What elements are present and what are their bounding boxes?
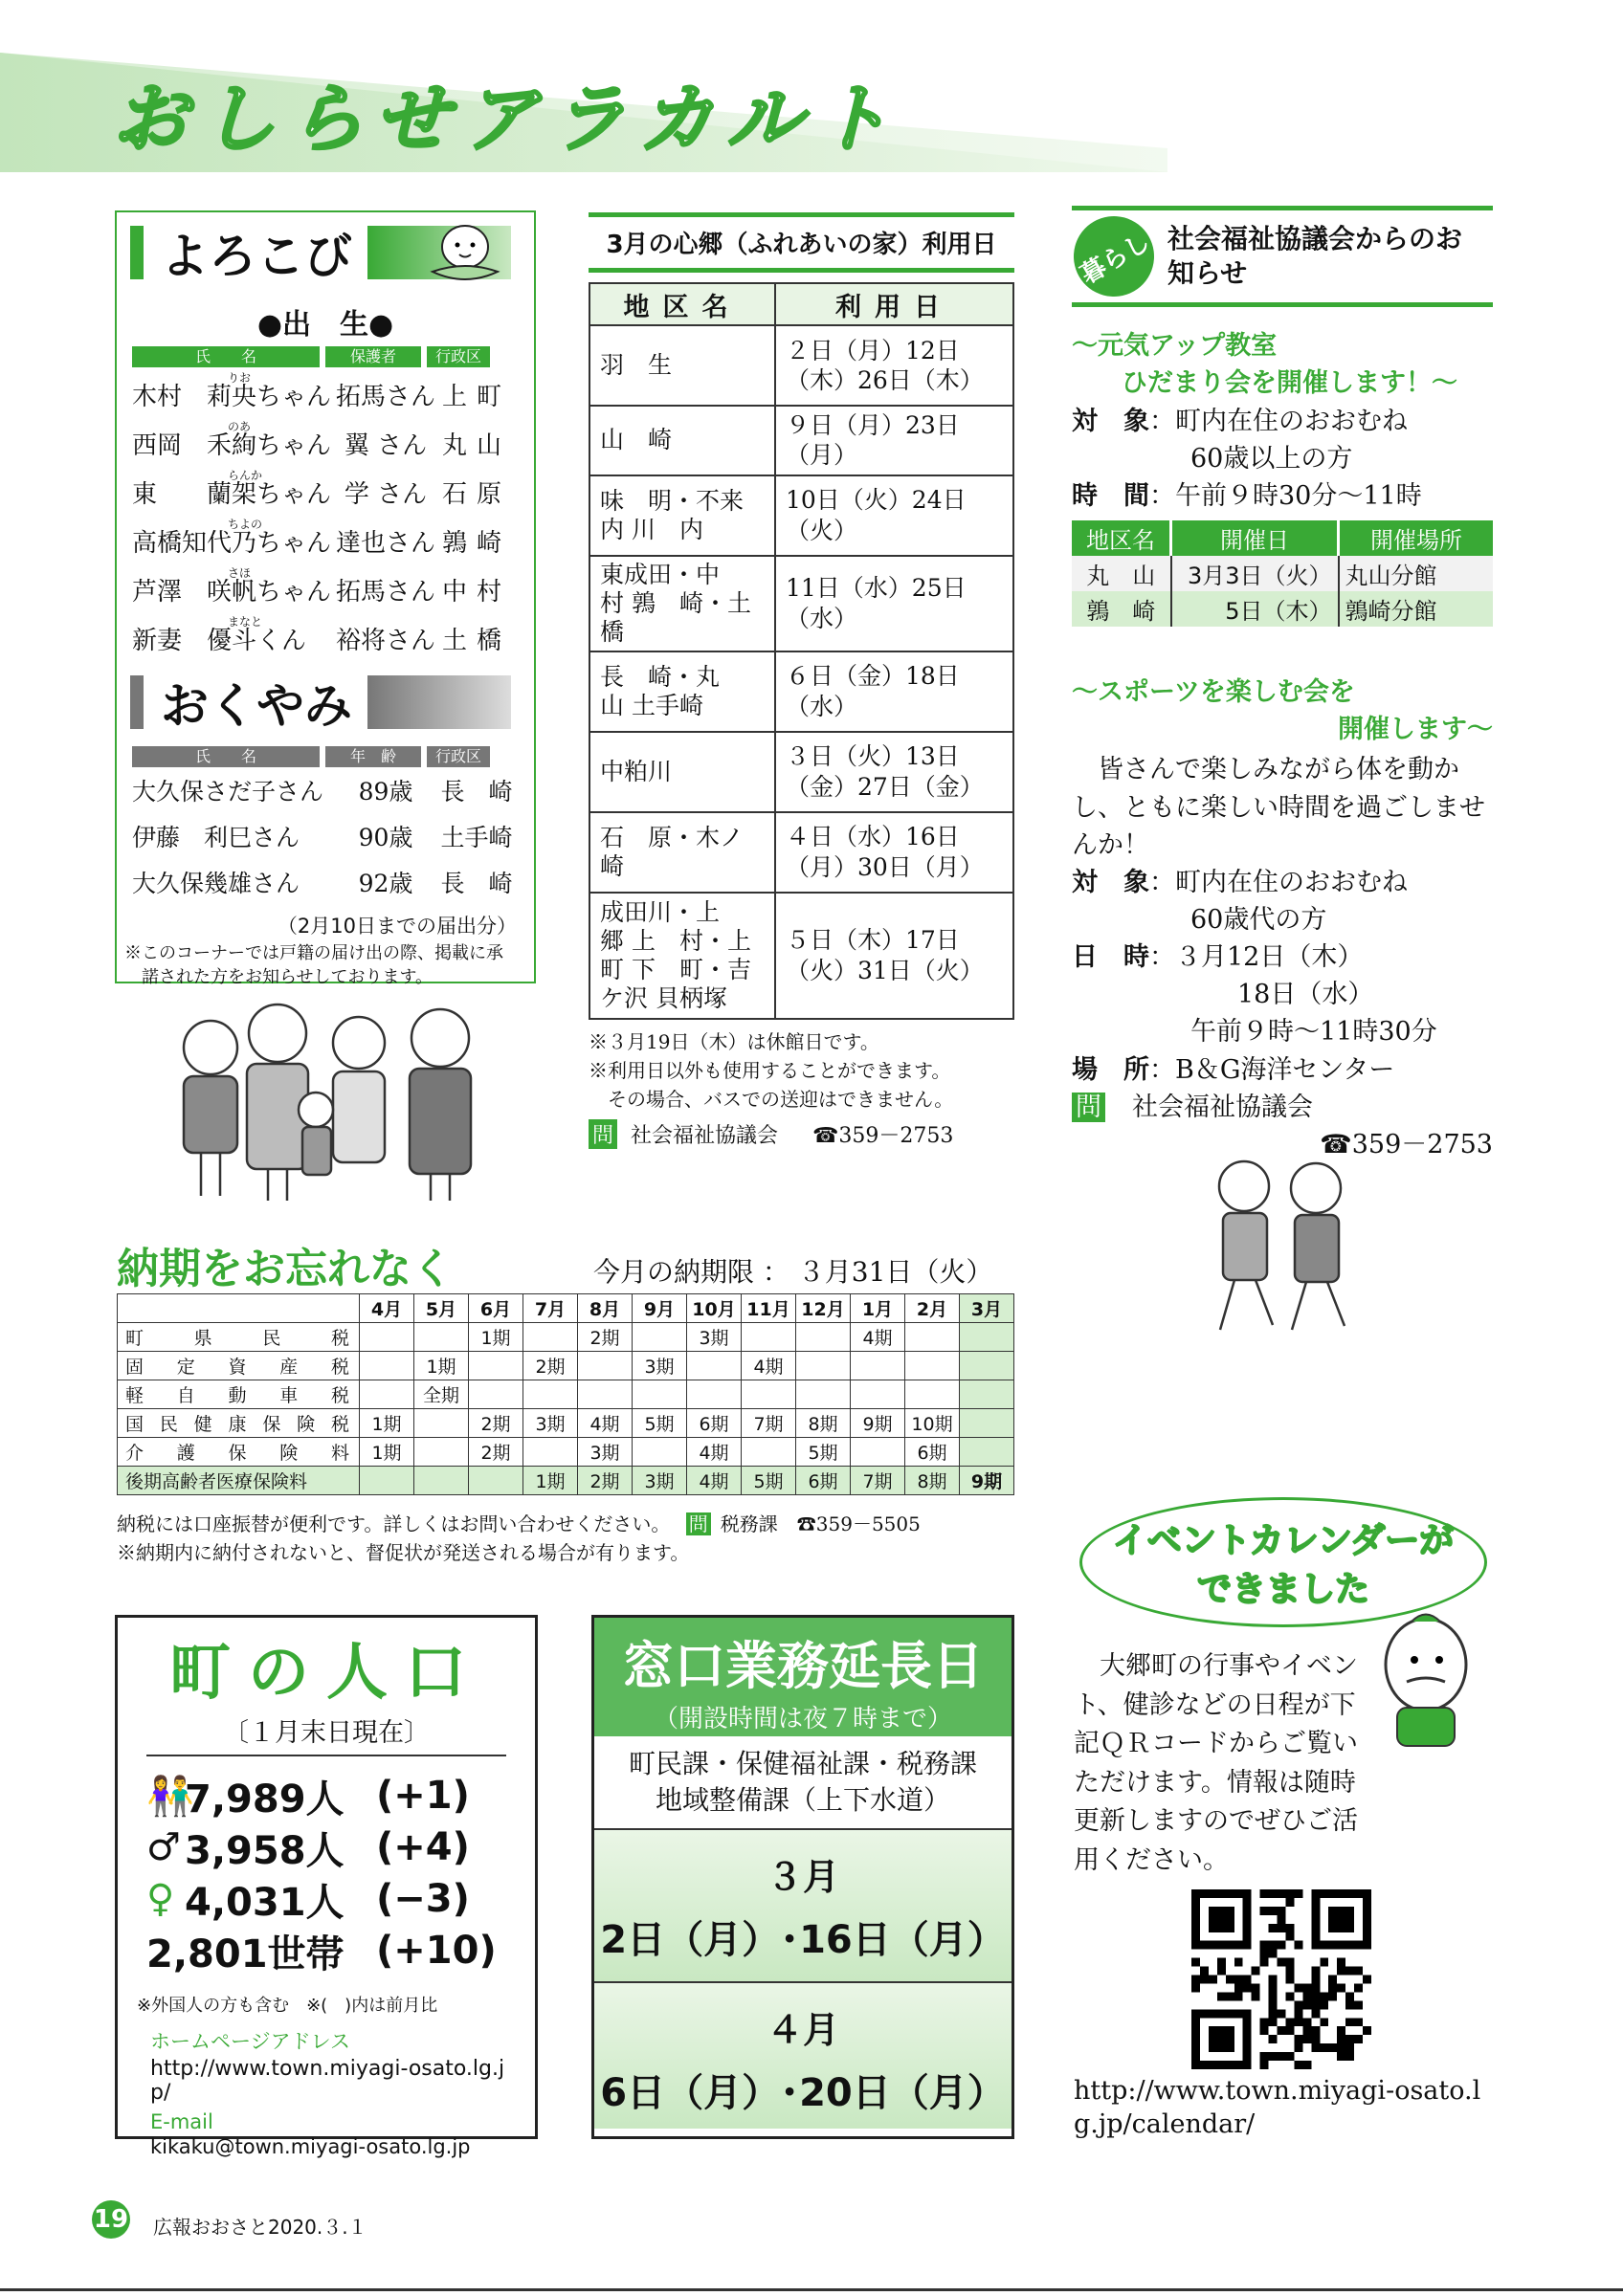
area-cell: 鶉 崎 xyxy=(1072,591,1171,627)
due-cell: 6期 xyxy=(796,1467,851,1495)
due-cell: 2期 xyxy=(469,1438,523,1467)
col-name: 氏 名 xyxy=(132,346,320,367)
family-illustration xyxy=(163,995,507,1205)
qr-code[interactable] xyxy=(1191,1889,1371,2069)
days-cell: ３日（火）13日（金）27日（金） xyxy=(775,732,1013,812)
due-cell xyxy=(742,1323,796,1352)
label-target: 対 象 xyxy=(1072,867,1149,897)
area-cell: 山 崎 xyxy=(589,406,775,475)
due-cell xyxy=(469,1352,523,1380)
parent-name: 達也さん xyxy=(335,529,435,558)
event2-title2: 開催します～ xyxy=(1338,715,1493,745)
due-cell xyxy=(960,1409,1014,1438)
due-cell xyxy=(960,1438,1014,1467)
nouki-tel: ☎359－5505 xyxy=(796,1512,921,1535)
depts-line1: 町民課・保健福祉課・税務課 xyxy=(628,1748,977,1779)
depts-line2: 地域整備課（上下水道） xyxy=(655,1783,950,1816)
col-place: 開催場所 xyxy=(1370,527,1462,555)
due-cell xyxy=(523,1323,578,1352)
deceased-name: 大久保幾雄さん xyxy=(132,870,300,897)
label-target: 対 象 xyxy=(1072,407,1149,436)
usage-tel: ☎359－2753 xyxy=(812,1123,954,1148)
days-cell: ４日（水）16日（月）30日（月） xyxy=(775,812,1013,893)
month-header: 1月 xyxy=(851,1294,905,1323)
baby-icon xyxy=(367,226,511,279)
name-ruby: りお xyxy=(228,371,252,385)
due-cell: 7期 xyxy=(742,1409,796,1438)
birth-row xyxy=(132,563,534,611)
table-row xyxy=(589,651,1013,732)
due-cell: 4期 xyxy=(578,1409,633,1438)
okuyami-note2: ※このコーナーでは戸籍の届け出の際、掲載に承諾された方をお知らせしております。 xyxy=(124,943,503,988)
col-name: 氏 名 xyxy=(132,746,320,767)
okuyami-row xyxy=(132,813,534,859)
parent-name: 学 さん xyxy=(344,480,428,509)
people-icon: 👫 xyxy=(146,1774,194,1819)
parent-name: 拓馬さん xyxy=(335,578,435,607)
date-cell: 3月3日（火） xyxy=(1171,556,1339,591)
due-cell: 2期 xyxy=(578,1467,633,1495)
month-header: 4月 xyxy=(360,1294,414,1323)
date-cell: 5日（木） xyxy=(1171,591,1339,627)
name-ruby: ちよの xyxy=(228,518,263,531)
area-cell: 成田川・上 郷 上 村・上 町 下 町・吉ケ沢 貝柄塚 xyxy=(589,893,775,1019)
population-note: ※外国人の方も含む ※( )内は前月比 xyxy=(137,1996,438,2016)
due-cell: 4期 xyxy=(742,1352,796,1380)
due-cell xyxy=(523,1380,578,1409)
total-value: 7,989人 xyxy=(185,1777,345,1821)
okuyami-row xyxy=(132,767,534,813)
month-header: 7月 xyxy=(523,1294,578,1323)
shakai-section xyxy=(1072,206,1493,1163)
due-cell: 1期 xyxy=(360,1438,414,1467)
event2-tel: ☎359－2753 xyxy=(1320,1129,1493,1159)
area-name: 鶉崎 xyxy=(441,529,511,558)
event2-target2: 60歳代の方 xyxy=(1190,904,1327,935)
due-cell: 1期 xyxy=(523,1467,578,1495)
shakai-header xyxy=(1072,206,1493,307)
area-name: 土手崎 xyxy=(440,824,513,851)
col-area: 地区名 xyxy=(589,283,775,325)
due-table xyxy=(117,1293,1014,1495)
due-corner xyxy=(118,1294,360,1323)
place-cell: 鶉崎分館 xyxy=(1345,598,1437,626)
days-cell: 11日（水）25日（水） xyxy=(775,556,1013,651)
month-header: 3月 xyxy=(960,1294,1014,1323)
april-label: ４月 xyxy=(766,2008,839,2051)
month-header: 9月 xyxy=(633,1294,687,1323)
due-cell: 3期 xyxy=(687,1323,742,1352)
child-name: 芦澤 咲帆ちゃん xyxy=(132,578,332,607)
due-cell xyxy=(742,1438,796,1467)
due-cell: 4期 xyxy=(687,1467,742,1495)
april-days: 6日（月）･20日（月） xyxy=(600,2070,1006,2115)
hp-link[interactable]: http://www.town.miyagi-osato.lg.jp/ xyxy=(150,2057,505,2105)
month-header: 12月 xyxy=(796,1294,851,1323)
due-cell: 10期 xyxy=(905,1409,960,1438)
population-date: 〔１月末日現在〕 xyxy=(146,1711,506,1756)
deceased-name: 伊藤 利巳さん xyxy=(132,824,300,851)
due-cell: 3期 xyxy=(633,1352,687,1380)
due-cell: 3期 xyxy=(633,1467,687,1495)
mascot-illustration xyxy=(1359,1607,1502,1760)
shakai-title: 社会福祉協議会からのお知らせ xyxy=(1167,222,1463,289)
table-row xyxy=(118,1467,1014,1495)
birth-row xyxy=(132,367,534,416)
age: 90歳 xyxy=(358,824,413,851)
area-cell: 羽 生 xyxy=(589,325,775,406)
area-name: 土橋 xyxy=(441,627,511,655)
area-name: 中村 xyxy=(441,578,511,607)
table-row xyxy=(589,893,1013,1019)
area-cell: 丸 山 xyxy=(1072,556,1171,591)
table-row xyxy=(589,732,1013,812)
event2-date3: 午前９時～11時30分 xyxy=(1190,1017,1437,1048)
due-cell xyxy=(851,1380,905,1409)
due-cell xyxy=(414,1438,469,1467)
child-name: 西岡 禾絢ちゃん xyxy=(132,431,332,460)
madoguchi-march xyxy=(594,1830,1012,1983)
month-header: 10月 xyxy=(687,1294,742,1323)
population-box xyxy=(115,1615,538,2158)
madoguchi-april xyxy=(594,1983,1012,2129)
due-cell xyxy=(687,1352,742,1380)
question-icon: 問 xyxy=(686,1512,711,1535)
okuyami-heading xyxy=(130,668,534,737)
due-cell: 4期 xyxy=(687,1438,742,1467)
birth-row xyxy=(132,611,534,660)
yorokobi-heading xyxy=(130,218,534,287)
bottom-rule xyxy=(0,2288,1623,2291)
birth-header xyxy=(132,346,534,367)
due-cell xyxy=(960,1380,1014,1409)
due-cell: 2期 xyxy=(578,1323,633,1352)
okuyami-note1: （2月10日までの届出分） xyxy=(277,915,517,938)
due-cell: 7期 xyxy=(851,1467,905,1495)
label-place: 場 所 xyxy=(1072,1054,1149,1085)
table-row xyxy=(118,1409,1014,1438)
due-cell xyxy=(960,1323,1014,1352)
area-name: 丸山 xyxy=(441,431,511,460)
tax-name: 軽自動車税 xyxy=(118,1380,360,1409)
table-row xyxy=(118,1323,1014,1352)
march-label: ３月 xyxy=(766,1855,839,1898)
due-cell: 全期 xyxy=(414,1380,469,1409)
name-ruby: さほ xyxy=(228,566,252,580)
madoguchi-box xyxy=(591,1615,1014,2139)
birth-title: ●出 生● xyxy=(256,308,394,342)
month-header: 5月 xyxy=(414,1294,469,1323)
due-cell xyxy=(796,1380,851,1409)
page-title: おしらせアラカルト xyxy=(113,77,903,163)
due-cell xyxy=(414,1467,469,1495)
col-parent: 保護者 xyxy=(325,346,421,367)
due-cell: 8期 xyxy=(796,1409,851,1438)
event-bubble-line1: イベントカレンダーが xyxy=(1112,1521,1455,1560)
table-row xyxy=(118,1352,1014,1380)
event2-title1: ～スポーツを楽しむ会を xyxy=(1072,677,1355,708)
female-icon: ♀ xyxy=(146,1877,175,1921)
due-cell xyxy=(905,1380,960,1409)
usage-contact-name: 社会福祉協議会 xyxy=(631,1123,779,1148)
flower-icon xyxy=(367,675,511,729)
month-header: 6月 xyxy=(469,1294,523,1323)
usage-notes xyxy=(589,1027,1014,1114)
table-row xyxy=(589,406,1013,475)
due-cell: 5期 xyxy=(742,1467,796,1495)
birth-row xyxy=(132,514,534,563)
event-body: 大郷町の行事やイベント、健診などの日程が下記ＱＲコードからご覧いただけます。情報は随時更新しますのでぜひご活用ください。 xyxy=(1074,1651,1358,1875)
deceased-name: 大久保さだ子さん xyxy=(132,778,324,806)
place-cell: 丸山分館 xyxy=(1345,563,1437,590)
female-diff: (−3) xyxy=(376,1877,470,1921)
area-name: 上町 xyxy=(441,383,511,411)
due-cell xyxy=(960,1352,1014,1380)
population-total xyxy=(146,1770,535,1821)
event1-time: ：午前９時30分～11時 xyxy=(1149,481,1422,512)
name-ruby: まなと xyxy=(228,615,263,629)
parent-name: 拓馬さん xyxy=(335,383,435,411)
nouki-title: 納期をお忘れなく xyxy=(117,1245,454,1293)
question-icon: 問 xyxy=(1072,1093,1105,1122)
tax-name: 後期高齢者医療保険料 xyxy=(118,1467,360,1495)
hp-label: ホームページアドレス xyxy=(150,2030,350,2053)
tax-name: 介護保険料 xyxy=(118,1438,360,1467)
due-cell xyxy=(687,1380,742,1409)
event2-target: ：町内在住のおおむね xyxy=(1149,867,1408,897)
event2-place: ：B＆G海洋センター xyxy=(1149,1054,1395,1085)
okuyami-row xyxy=(132,859,534,905)
due-cell: 8期 xyxy=(905,1467,960,1495)
child-name: 高橋知代乃ちゃん xyxy=(132,529,332,558)
month-header: 2月 xyxy=(905,1294,960,1323)
households-diff: (+10) xyxy=(376,1929,497,1973)
due-cell: 5期 xyxy=(796,1438,851,1467)
usage-title: 3月の心郷（ふれあいの家）利用日 xyxy=(589,212,1014,273)
usage-note3: その場合、バスでの送迎はできません。 xyxy=(608,1087,954,1111)
female-value: 4,031人 xyxy=(185,1880,345,1925)
parent-name: 翼 さん xyxy=(344,431,428,460)
nouki-note1: 納税には口座振替が便利です。詳しくはお問い合わせください。 xyxy=(117,1512,671,1535)
col-days: 利用日 xyxy=(775,283,1013,325)
madoguchi-header xyxy=(594,1618,1012,1736)
col-area: 行政区 xyxy=(427,746,490,767)
population-title: 町の人口 xyxy=(169,1638,483,1709)
days-cell: ９日（月）23日（月） xyxy=(775,406,1013,475)
question-icon: 問 xyxy=(589,1119,617,1149)
due-cell: 6期 xyxy=(687,1409,742,1438)
due-cell xyxy=(360,1352,414,1380)
madoguchi-title: 窓口業務延長日 xyxy=(622,1636,984,1696)
table-row xyxy=(589,475,1013,556)
total-diff: (+1) xyxy=(376,1774,470,1818)
issue-label: 広報おおさと2020.３.１ xyxy=(153,2216,367,2239)
due-cell xyxy=(633,1438,687,1467)
due-cell xyxy=(578,1380,633,1409)
col-area: 地区名 xyxy=(1072,520,1171,556)
event2-info xyxy=(1072,864,1493,1163)
due-cell: 6期 xyxy=(905,1438,960,1467)
nouki-contact: 税務課 xyxy=(720,1512,778,1535)
event2-contact: 社会福祉協議会 xyxy=(1132,1092,1313,1122)
event1-info xyxy=(1072,403,1493,515)
nouki-deadline: 今月の納期限 ： ３月31日（火） xyxy=(593,1256,993,1288)
male-value: 3,958人 xyxy=(185,1828,345,1873)
birth-row xyxy=(132,416,534,465)
tax-name: 国民健康保険税 xyxy=(118,1409,360,1438)
age: 92歳 xyxy=(358,870,413,897)
madoguchi-depts xyxy=(594,1736,1012,1830)
area-cell: 東成田・中 村 鶉 崎・土 橋 xyxy=(589,556,775,651)
event-url[interactable]: http://www.town.miyagi-osato.lg.jp/calendar/ xyxy=(1074,2076,1481,2140)
col-age: 年 齢 xyxy=(325,746,421,767)
nouki-note2: ※納期内に納付されないと、督促状が発送される場合が有ります。 xyxy=(117,1541,690,1564)
male-icon: ♂ xyxy=(146,1825,181,1869)
usage-note2: ※利用日以外も使用することができます。 xyxy=(589,1058,951,1082)
due-cell xyxy=(360,1380,414,1409)
table-row xyxy=(589,556,1013,651)
due-cell xyxy=(742,1380,796,1409)
due-cell xyxy=(414,1409,469,1438)
mail-link[interactable]: kikaku@town.miyagi-osato.lg.jp xyxy=(150,2135,471,2158)
parent-name: 裕将さん xyxy=(335,627,435,655)
event-bubble-line2: できました xyxy=(1196,1570,1369,1609)
population-households xyxy=(146,1925,535,1976)
event2-date: ：３月12日（木） xyxy=(1149,942,1364,973)
usage-section xyxy=(589,212,1014,1149)
usage-table xyxy=(589,282,1014,1020)
tax-name: 固定資産税 xyxy=(118,1352,360,1380)
march-days: 2日（月）･16日（月） xyxy=(600,1917,1006,1962)
population-female xyxy=(146,1873,535,1925)
event2-body: 皆さんで楽しみながら体を動かし、ともに楽しい時間を過ごしませんか！ xyxy=(1072,755,1485,860)
due-cell: 3期 xyxy=(523,1409,578,1438)
page-number: 19 xyxy=(92,2200,130,2239)
due-cell xyxy=(360,1323,414,1352)
area-name: 長 崎 xyxy=(440,778,513,806)
event1-title2: ひだまり会を開催します！～ xyxy=(1122,368,1457,398)
due-cell xyxy=(414,1323,469,1352)
due-cell: 9期 xyxy=(851,1409,905,1438)
birth-row xyxy=(132,465,534,514)
name-ruby: のあ xyxy=(228,420,252,433)
nouki-notes xyxy=(117,1510,1026,1567)
due-cell xyxy=(523,1438,578,1467)
due-cell xyxy=(905,1323,960,1352)
population-male xyxy=(146,1821,535,1873)
elderly-illustration xyxy=(1196,1148,1368,1339)
area-cell: 中粕川 xyxy=(589,732,775,812)
due-cell: 3期 xyxy=(578,1438,633,1467)
col-area: 行政区 xyxy=(427,346,490,367)
due-cell xyxy=(633,1380,687,1409)
event1-target2: 60歳以上の方 xyxy=(1190,444,1353,475)
area-name: 長 崎 xyxy=(440,870,513,897)
okuyami-header xyxy=(132,746,534,767)
table-row xyxy=(1072,591,1493,627)
area-cell: 石 原・木ノ崎 xyxy=(589,812,775,893)
due-cell xyxy=(469,1380,523,1409)
due-cell: 5期 xyxy=(633,1409,687,1438)
event1-target: ：町内在住のおおむね xyxy=(1149,407,1408,436)
table-row xyxy=(118,1438,1014,1467)
households-value: 2,801世帯 xyxy=(146,1932,345,1976)
birth-list xyxy=(132,367,534,660)
due-cell: 2期 xyxy=(523,1352,578,1380)
due-cell xyxy=(796,1323,851,1352)
table-row xyxy=(589,325,1013,406)
event2-date2: 18日（水） xyxy=(1237,980,1374,1010)
due-cell xyxy=(633,1323,687,1352)
due-cell xyxy=(360,1467,414,1495)
days-cell: ６日（金）18日（水） xyxy=(775,651,1013,732)
okuyami-list xyxy=(132,767,534,905)
name-ruby: らんか xyxy=(228,469,263,482)
due-cell xyxy=(469,1467,523,1495)
yorokobi-title: よろこび xyxy=(161,228,352,284)
table-row xyxy=(118,1380,1014,1409)
label-date: 日 時 xyxy=(1072,942,1149,973)
age: 89歳 xyxy=(358,778,413,806)
due-cell xyxy=(851,1438,905,1467)
due-cell xyxy=(905,1352,960,1380)
madoguchi-sub: （開設時間は夜７時まで） xyxy=(653,1705,952,1733)
due-cell xyxy=(578,1352,633,1380)
due-cell: 9期 xyxy=(960,1467,1014,1495)
area-cell: 味 明・不来内 川 内 xyxy=(589,475,775,556)
days-cell: ５日（木）17日（火）31日（火） xyxy=(775,893,1013,1019)
tax-name: 町県民税 xyxy=(118,1323,360,1352)
due-cell: 1期 xyxy=(414,1352,469,1380)
due-cell: 1期 xyxy=(360,1409,414,1438)
col-date: 開催日 xyxy=(1171,520,1339,556)
area-cell: 長 崎・丸 山 土手崎 xyxy=(589,651,775,732)
days-cell: ２日（月）12日（木）26日（木） xyxy=(775,325,1013,406)
okuyami-title: おくやみ xyxy=(161,677,352,734)
male-diff: (+4) xyxy=(376,1825,470,1869)
usage-note1: ※３月19日（木）は休館日です。 xyxy=(589,1029,879,1053)
table-row xyxy=(1072,556,1493,591)
mail-label: E-mail xyxy=(150,2110,213,2133)
due-cell: 4期 xyxy=(851,1323,905,1352)
month-header: 11月 xyxy=(742,1294,796,1323)
due-cell xyxy=(796,1352,851,1380)
due-cell: 2期 xyxy=(469,1409,523,1438)
days-cell: 10日（火）24日（火） xyxy=(775,475,1013,556)
area-name: 石原 xyxy=(441,480,511,509)
usage-contact xyxy=(589,1119,1014,1149)
event1-title1: ～元気アップ教室 xyxy=(1072,331,1278,361)
table-row xyxy=(589,812,1013,893)
month-header: 8月 xyxy=(578,1294,633,1323)
label-time: 時 間 xyxy=(1072,481,1149,512)
event1-table xyxy=(1072,520,1493,627)
child-name: 新妻 優斗くん xyxy=(132,627,307,655)
yorokobi-box xyxy=(115,210,536,988)
due-cell: 1期 xyxy=(469,1323,523,1352)
child-name: 東 蘭架ちゃん xyxy=(132,480,332,509)
kurashi-badge: 暮らし xyxy=(1059,202,1169,312)
child-name: 木村 莉央ちゃん xyxy=(132,383,332,411)
due-cell xyxy=(851,1352,905,1380)
